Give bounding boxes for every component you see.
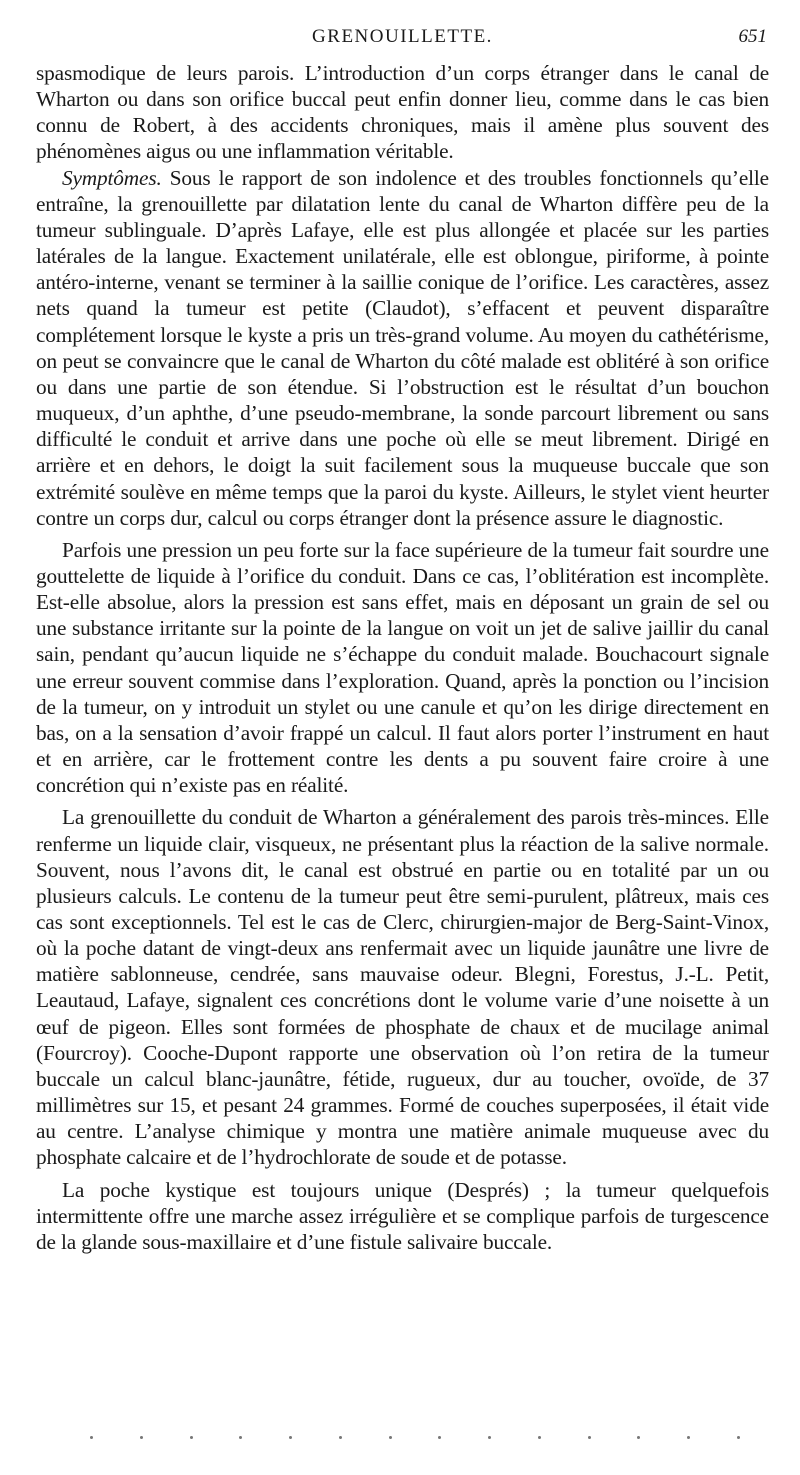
footer-print-marks — [90, 1436, 740, 1439]
paragraph-4 — [36, 804, 769, 1170]
print-mark — [588, 1436, 591, 1439]
print-mark — [239, 1436, 242, 1439]
paragraph-1-text: spasmodique de leurs parois. L’introduction d’un corps étranger dans le canal de Wharton ou dans son orifice buccal peut enfin donner lieu, comme dans le cas bien connu de Robert, à des accidents chroniques, mais il amène plus souvent des phénomènes aigus ou une inflammation véritable. — [36, 61, 769, 164]
page-number: 651 — [738, 26, 767, 47]
paragraph-4-text: La grenouillette du conduit de Wharton a généralement des parois très-minces. Elle renferme un liquide clair, visqueux, ne présentant plus la réaction de la salive normale. Souvent, nous l’avons dit, le canal est obstrué en partie ou en totalité par un ou plusieurs calculs. Le contenu de la tumeur peut être semi-purulent, plâtreux, mais ces cas sont exceptionnels. Tel est le cas de Clerc, chirurgien-major de Berg-Saint-Vinox, où la poche datant de vingt-deux ans renfermait avec un liquide jaunâtre une livre de matière sablonneuse, cendrée, sans mauvaise odeur. Blegni, Forestus, J.-L. Petit, Leautaud, Lafaye, signalent ces concrétions dont le volume varie d’une noisette à un œuf de pigeon. Elles sont formées de phosphate de chaux et de mucilage animal (Fourcroy). Cooche-Dupont rapporte une observation où l’on retira de la tumeur buccale un calcul blanc-jaunâtre, fétide, rugueux, dur au toucher, ovoïde, de 37 millimètres sur 15, et pesant 24 grammes. Formé de couches superposées, il était vide au centre. L’analyse chimique y montra une matière animale muqueuse avec du phosphate calcaire et de l’hydrochlorate de soude et de potasse. — [36, 805, 769, 1170]
print-mark — [90, 1436, 93, 1439]
print-mark — [538, 1436, 541, 1439]
print-mark — [289, 1436, 292, 1439]
paragraph-2 — [36, 165, 769, 531]
print-mark — [737, 1436, 740, 1439]
page — [36, 26, 769, 1255]
section-heading-symptomes: Symptômes. — [62, 165, 162, 190]
paragraph-5-text: La poche kystique est toujours unique (Després) ; la tumeur quelquefois intermittente offre une marche assez irrégulière et se complique parfois de turgescence de la glande sous-maxillaire et d’une fistule salivaire buccale. — [36, 1177, 769, 1254]
print-mark — [438, 1436, 441, 1439]
paragraph-1 — [36, 60, 769, 165]
running-head — [36, 26, 769, 60]
print-mark — [637, 1436, 640, 1439]
print-mark — [488, 1436, 491, 1439]
print-mark — [140, 1436, 143, 1439]
paragraph-3 — [36, 537, 769, 799]
print-mark — [389, 1436, 392, 1439]
print-mark — [339, 1436, 342, 1439]
paragraph-5 — [36, 1177, 769, 1255]
print-mark — [190, 1436, 193, 1439]
paragraph-2-text: Sous le rapport de son indolence et des troubles fonctionnels qu’elle entraîne, la grenouillette par dilatation lente du canal de Wharton diffère peu de la tumeur sublinguale. D’après Lafaye, elle est plus allongée et placée sur les parties latérales de la langue. Exactement unilatérale, elle est oblongue, piriforme, à pointe antéro-interne, venant se terminer à la saillie conique de l’orifice. Les caractères, assez nets quand la tumeur est petite (Claudot), s’effacent et peuvent disparaître complétement lorsque le kyste a pris un très-grand volume. Au moyen du cathétérisme, on peut se convaincre que le canal de Wharton du côté malade est oblitéré à son orifice ou dans une partie de son étendue. Si l’obstruction est le résultat d’un bouchon muqueux, d’un aphthe, d’une pseudo-membrane, la sonde parcourt librement ou sans difficulté le conduit et arrive dans une poche où elle se meut librement. Dirigé en arrière et en dehors, le doigt la suit facilement sous la muqueuse buccale que son extrémité soulève en même temps que la paroi du kyste. Ailleurs, le stylet vient heurter contre un corps dur, calcul ou corps étranger dont la présence assure le diagnostic. — [36, 165, 769, 530]
print-mark — [687, 1436, 690, 1439]
running-title: GRENOUILLETTE. — [312, 26, 493, 47]
body-text — [36, 60, 769, 1255]
paragraph-3-text: Parfois une pression un peu forte sur la face supérieure de la tumeur fait sourdre une gouttelette de liquide à l’orifice du conduit. Dans ce cas, l’oblitération est incomplète. Est-elle absolue, alors la pression est sans effet, mais en déposant un grain de sel ou une substance irritante sur la pointe de la langue on voit un jet de salive jaillir du canal sain, pendant qu’aucun liquide ne s’échappe du conduit malade. Bouchacourt signale une erreur souvent commise dans l’exploration. Quand, après la ponction ou l’incision de la tumeur, on y introduit un stylet ou une canule et qu’on les dirige directement en bas, on a la sensation d’avoir frappé un calcul. Il faut alors porter l’instrument en haut et en arrière, car le frottement contre les dents a pu souvent faire croire à une concrétion qui n’existe pas en réalité. — [36, 537, 769, 798]
